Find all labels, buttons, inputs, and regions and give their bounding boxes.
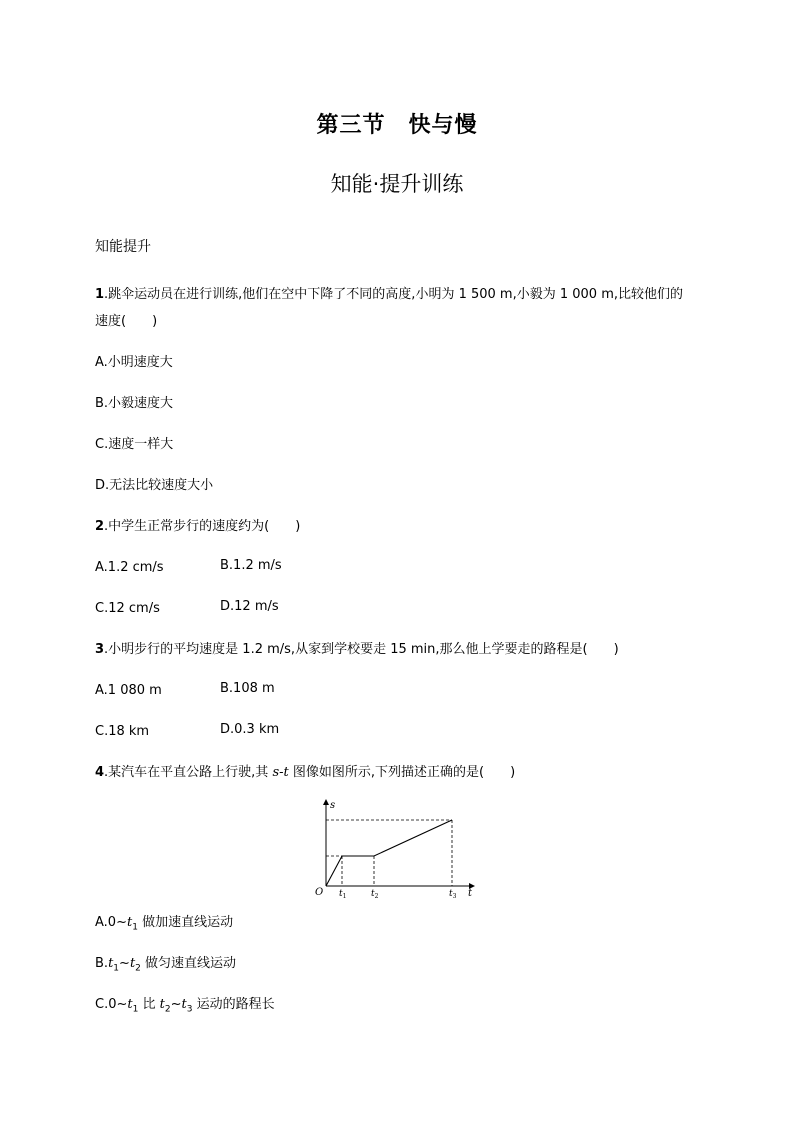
page-subtitle: 知能·提升训练 bbox=[330, 172, 464, 196]
question-1-option-d: D.无法比较速度大小 bbox=[95, 478, 214, 493]
question-1-number: 1 bbox=[95, 287, 105, 302]
question-3-stem bbox=[95, 640, 619, 660]
question-3-option-a: A.1 080 m bbox=[95, 683, 162, 698]
question-4-stem bbox=[95, 763, 515, 783]
t1-label: $t_1$ bbox=[339, 889, 347, 898]
question-4-option-b: $B.t_1\sim t_2$ 做匀速直线运动 bbox=[95, 956, 237, 974]
s-t-line bbox=[326, 820, 452, 886]
question-2-option-d: D.12 m/s bbox=[220, 599, 279, 614]
question-2-text: .中学生正常步行的速度约为( ) bbox=[104, 519, 301, 534]
question-2-number: 2 bbox=[95, 519, 105, 534]
question-3-option-b: B.108 m bbox=[220, 681, 275, 696]
origin-label: O bbox=[315, 887, 324, 898]
question-1-stem-line2: 速度( ) bbox=[95, 314, 158, 329]
t3-label: $t_3$ bbox=[449, 889, 457, 898]
x-axis-label: t bbox=[468, 888, 473, 898]
question-2-stem bbox=[95, 517, 300, 537]
question-1-option-c: C.速度一样大 bbox=[95, 437, 174, 452]
s-t-graph bbox=[312, 798, 482, 898]
y-axis-label: s bbox=[330, 800, 336, 811]
question-3-number: 3 bbox=[95, 642, 105, 657]
question-4-text-a: .某汽车在平直公路上行驶,其 bbox=[104, 765, 273, 780]
page-title: 第三节 快与慢 bbox=[316, 113, 478, 138]
question-3-text: .小明步行的平均速度是 1.2 m/s,从家到学校要走 15 min,那么他上学要走的路程是( ) bbox=[104, 642, 619, 657]
question-4-number: 4 bbox=[95, 765, 105, 780]
section-heading: 知能提升 bbox=[95, 239, 151, 255]
question-4-text-var: s-t bbox=[272, 765, 289, 780]
question-2-option-b: B.1.2 m/s bbox=[220, 558, 282, 573]
question-1-option-a: A.小明速度大 bbox=[95, 355, 173, 370]
question-4-option-c: $C.0\sim t_1$ 比 $t_2\sim t_3$ 运动的路程长 bbox=[95, 997, 275, 1015]
question-1-text: .跳伞运动员在进行训练,他们在空中下降了不同的高度,小明为 1 500 m,小毅为 1 000 m,比较他们的 bbox=[104, 287, 683, 302]
question-4-text-b: 图像如图所示,下列描述正确的是( ) bbox=[288, 765, 516, 780]
question-2-option-c: C.12 cm/s bbox=[95, 601, 160, 616]
question-4-option-a: $A.0\sim t_1$ 做加速直线运动 bbox=[95, 915, 234, 933]
question-2-option-a: A.1.2 cm/s bbox=[95, 560, 164, 575]
question-3-option-c: C.18 km bbox=[95, 724, 150, 739]
question-1-stem bbox=[95, 285, 683, 305]
question-3-option-d: D.0.3 km bbox=[220, 722, 280, 737]
question-1-option-b: B.小毅速度大 bbox=[95, 396, 174, 411]
t2-label: $t_2$ bbox=[371, 889, 379, 898]
